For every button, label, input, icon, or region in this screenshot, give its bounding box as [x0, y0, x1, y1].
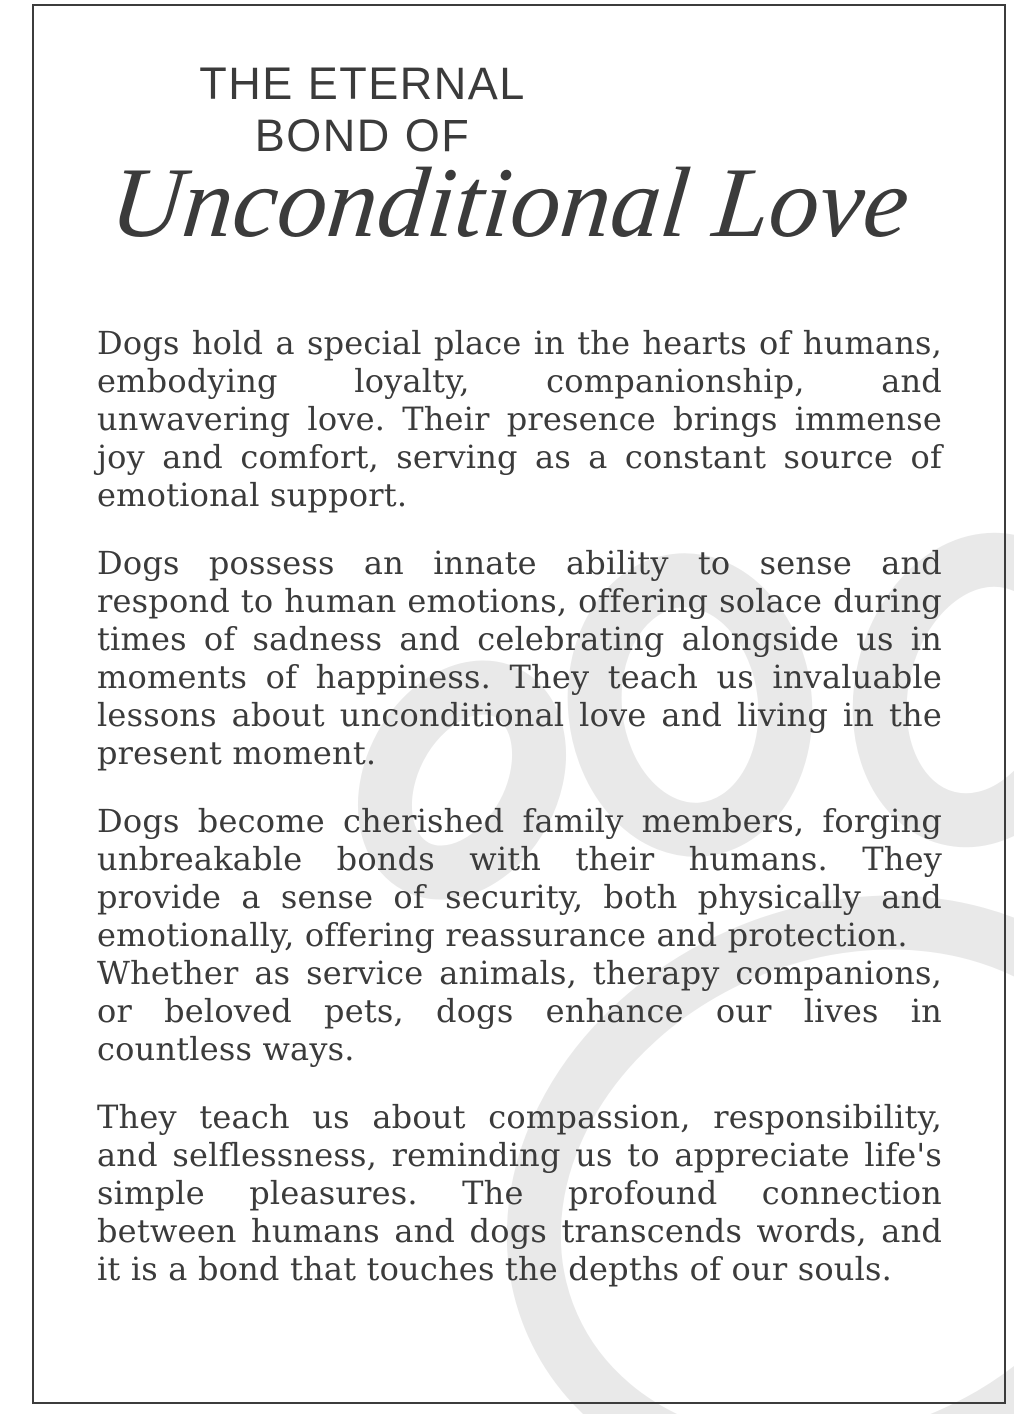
- paragraph: Dogs become cherished family members, forging unbreakable bonds with their humans. They provide a sense of security, both physically and emotionally, offering reassurance and protection.: [97, 802, 942, 954]
- body-text: [97, 324, 942, 1288]
- subtitle-script: Unconditional Love: [105, 147, 915, 258]
- paragraph: Dogs hold a special place in the hearts of humans, embodying loyalty, companionship, and unwavering love. Their presence brings immense joy and comfort, serving as a constant source of emotional support.: [97, 324, 942, 514]
- title-line-2: BOND OF: [254, 110, 471, 161]
- paragraph: They teach us about compassion, responsibility, and selflessness, reminding us to appreciate life's simple pleasures. The profound connection between humans and dogs transcends words, and it is a bond that touches the depths of our souls.: [97, 1098, 942, 1288]
- paragraph: Whether as service animals, therapy companions, or beloved pets, dogs enhance our lives in countless ways.: [97, 954, 942, 1068]
- title-line-1: THE ETERNAL: [199, 58, 526, 109]
- paragraph: Dogs possess an innate ability to sense and respond to human emotions, offering solace during times of sadness and celebrating alongside us in moments of happiness. They teach us invaluable lessons about unconditional love and living in the present moment.: [97, 544, 942, 772]
